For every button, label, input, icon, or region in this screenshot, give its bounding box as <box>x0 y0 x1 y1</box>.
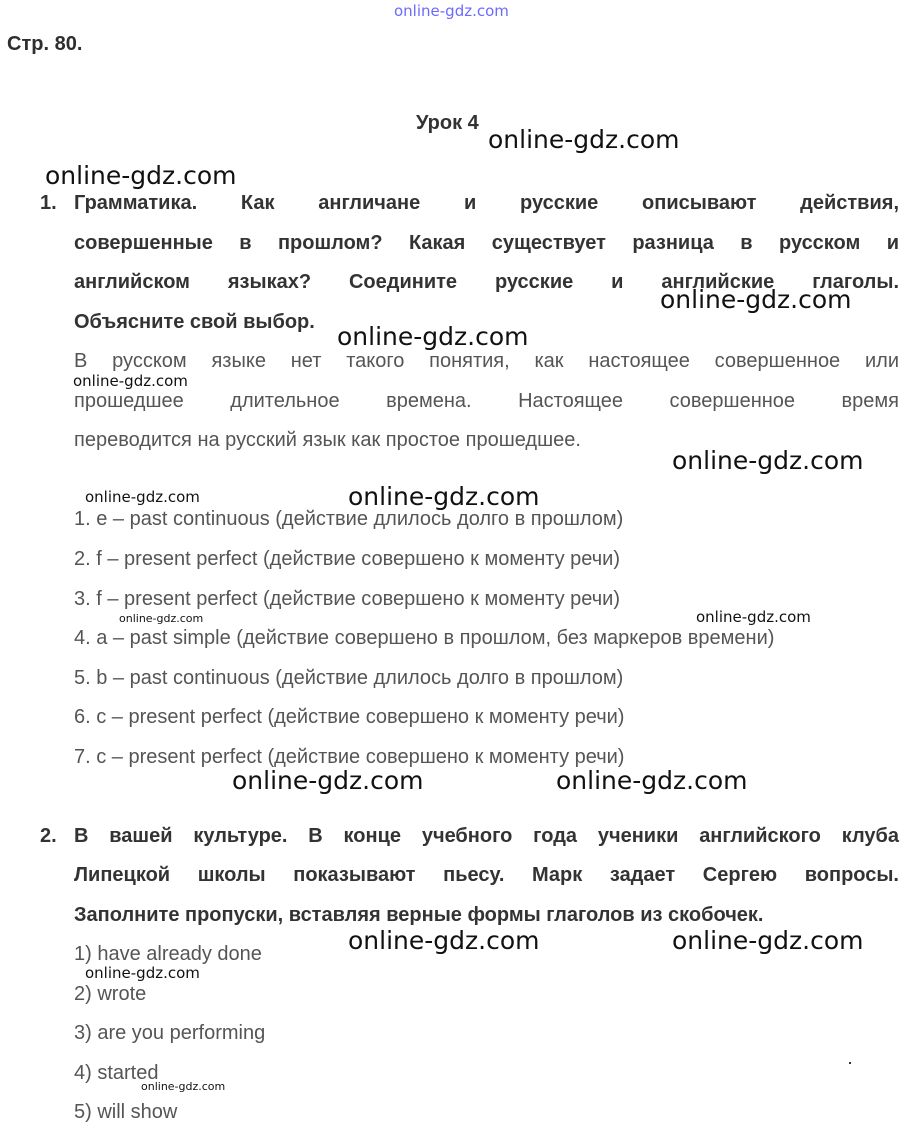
task1-answer-2: 2. f – present perfect (действие совершено к моменту речи) <box>74 548 621 570</box>
watermark: online-gdz.com <box>672 926 864 955</box>
task1-line-3: английском языках? Соедините русские и английские глаголы. <box>74 271 899 293</box>
watermark: online-gdz.com <box>141 1080 226 1093</box>
task2-answer-2: 2) wrote <box>74 983 147 1005</box>
watermark-top: online-gdz.com <box>394 2 509 20</box>
task2-answer-3: 3) are you performing <box>74 1022 266 1044</box>
task1-answer-6: 6. c – present perfect (действие совершено к моменту речи) <box>74 706 625 728</box>
task1-explanation-line-2: прошедшее длительное времена. Настоящее совершенное время <box>74 390 899 412</box>
watermark: online-gdz.com <box>232 766 424 795</box>
page-number: Стр. 80. <box>7 33 83 55</box>
task1-explanation-line-3: переводится на русский язык как простое прошедшее. <box>74 429 581 451</box>
watermark: online-gdz.com <box>85 488 200 506</box>
watermark: online-gdz.com <box>696 608 811 626</box>
watermark: online-gdz.com <box>660 285 852 314</box>
watermark: online-gdz.com <box>348 482 540 511</box>
task1-line-1: Грамматика. Как англичане и русские описывают действия, <box>74 192 899 214</box>
task1-number: 1. <box>40 192 57 214</box>
task1-answer-1: 1. e – past continuous (действие длилось долго в прошлом) <box>74 508 624 530</box>
task2-answer-4: 4) started <box>74 1062 159 1084</box>
task1-answer-4: 4. a – past simple (действие совершено в прошлом, без маркеров времени) <box>74 627 775 649</box>
lesson-title: Урок 4 <box>416 112 479 134</box>
watermark: online-gdz.com <box>672 446 864 475</box>
task1-explanation-line-1: В русском языке нет такого понятия, как настоящее совершенное или <box>74 350 899 372</box>
task2-answer-5: 5) will show <box>74 1101 178 1123</box>
task1-answer-3: 3. f – present perfect (действие совершено к моменту речи) <box>74 588 621 610</box>
stray-dot <box>849 1062 851 1064</box>
watermark: online-gdz.com <box>337 322 529 351</box>
watermark: online-gdz.com <box>45 161 237 190</box>
watermark: online-gdz.com <box>73 372 188 390</box>
watermark: online-gdz.com <box>556 766 748 795</box>
watermark: online-gdz.com <box>119 612 204 625</box>
task2-line-3: Заполните пропуски, вставляя верные формы глаголов из скобочек. <box>74 904 764 926</box>
task1-line-4: Объясните свой выбор. <box>74 311 315 333</box>
task2-line-2: Липецкой школы показывают пьесу. Марк задает Сергею вопросы. <box>74 864 899 886</box>
watermark: online-gdz.com <box>488 125 680 154</box>
task2-answer-1: 1) have already done <box>74 943 262 965</box>
task2-line-1: В вашей культуре. В конце учебного года ученики английского клуба <box>74 825 899 847</box>
task1-answer-5: 5. b – past continuous (действие длилось долго в прошлом) <box>74 667 624 689</box>
watermark: online-gdz.com <box>85 964 200 982</box>
task1-line-2: совершенные в прошлом? Какая существует разница в русском и <box>74 232 899 254</box>
task1-answer-7: 7. c – present perfect (действие совершено к моменту речи) <box>74 746 625 768</box>
watermark: online-gdz.com <box>348 926 540 955</box>
task2-number: 2. <box>40 825 57 847</box>
